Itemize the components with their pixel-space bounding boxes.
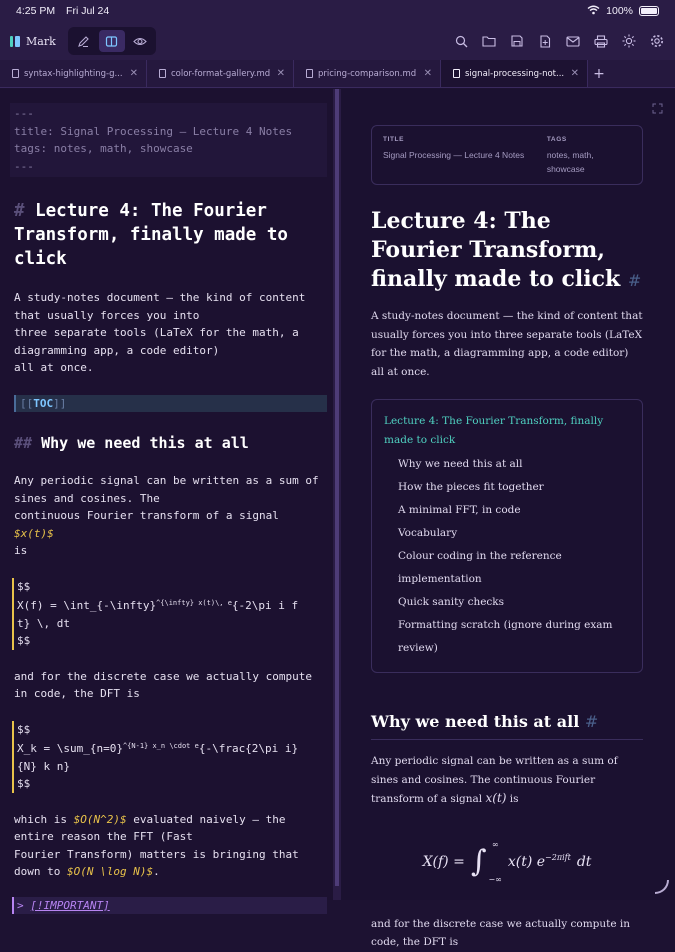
- close-icon[interactable]: ✕: [129, 68, 138, 79]
- text-line: [14, 863, 321, 881]
- save-icon[interactable]: [509, 33, 525, 49]
- text-line: Any periodic signal can be written as a sum of: [14, 474, 319, 487]
- editor-callout: [12, 897, 327, 915]
- heading-text: Why we need this at all: [41, 434, 249, 452]
- toolbar-actions: [453, 33, 665, 49]
- math-line: t} \, dt: [17, 616, 70, 630]
- math-superscript: ^{\infty} x(t)\, e: [156, 599, 232, 607]
- math-delimiter: $$: [17, 579, 31, 593]
- math-delimiter: $$: [17, 634, 31, 647]
- toc-bracket: [[: [20, 396, 34, 410]
- print-icon[interactable]: [593, 33, 609, 49]
- equation-differential: dt: [576, 853, 592, 870]
- math-delimiter: $$: [17, 777, 31, 790]
- math-delimiter: $$: [17, 722, 31, 736]
- equation-term: x(t) e: [507, 854, 546, 870]
- text-span: evaluated naively — the: [126, 812, 286, 826]
- export-icon[interactable]: [537, 33, 553, 49]
- split-mode-button[interactable]: [99, 30, 125, 52]
- heading-text: Why we need this at all: [371, 712, 580, 731]
- wifi-icon: [587, 5, 600, 18]
- editor-math-block: [12, 578, 321, 650]
- inline-math: x(t): [485, 791, 507, 805]
- editor-toc-marker: [14, 395, 327, 413]
- meta-label: TITLE: [383, 136, 405, 143]
- text-line: in code, the DFT is: [14, 687, 140, 700]
- toc-link[interactable]: Formatting scratch (ignore during exam review): [398, 619, 613, 654]
- settings-icon[interactable]: [649, 33, 665, 49]
- eye-icon: [133, 35, 147, 48]
- tab-bar: [0, 60, 675, 88]
- text-line: and for the discrete case we actually compute: [14, 669, 313, 683]
- split-view-icon: [105, 35, 118, 48]
- toc-link[interactable]: Why we need this at all: [398, 458, 523, 470]
- toc-label: TOC: [33, 396, 54, 410]
- status-time: 4:25 PM: [16, 5, 56, 17]
- heading-marker: #: [14, 201, 25, 221]
- heading-marker: ##: [14, 434, 33, 452]
- editor-paragraph: [14, 472, 321, 560]
- tab-color-format-gallery[interactable]: [147, 60, 294, 87]
- meta-value: notes, math, showcase: [546, 150, 594, 174]
- app-brand: [10, 35, 56, 48]
- editor-heading-2: [14, 432, 321, 454]
- text-span: continuous Fourier transform of a signal: [14, 509, 279, 522]
- display-equation: [371, 835, 643, 889]
- tab-label: pricing-comparison.md: [318, 68, 417, 79]
- tab-label: signal-processing-not...: [465, 68, 565, 79]
- close-icon[interactable]: ✕: [423, 68, 432, 79]
- plus-icon: +: [593, 65, 605, 82]
- editor-paragraph: [14, 289, 321, 377]
- callout-marker: >: [17, 898, 24, 912]
- expand-icon[interactable]: [652, 99, 663, 118]
- meta-tags: [547, 136, 632, 176]
- resize-handle-icon[interactable]: [655, 880, 669, 894]
- status-bar: [0, 0, 675, 22]
- front-matter-delimiter: ---: [14, 159, 34, 173]
- tab-syntax-highlighting[interactable]: [0, 60, 147, 87]
- mail-icon[interactable]: [565, 33, 581, 49]
- meta-label: TAGS: [546, 136, 567, 143]
- text-span: Any periodic signal can be written as a sum of sines and cosines. The continuous Fourier transform of a signal: [371, 755, 618, 805]
- preview-paragraph: and for the discrete case we actually compute in code, the DFT is: [371, 917, 631, 948]
- table-of-contents: [371, 399, 643, 673]
- math-text: {-2\pi i f: [231, 599, 299, 612]
- toc-link[interactable]: How the pieces fit together: [398, 481, 544, 493]
- math-text: X_k = \sum_{n=0}: [17, 742, 123, 755]
- tab-label: color-format-gallery.md: [171, 68, 271, 79]
- text-line: [14, 811, 321, 829]
- heading-anchor-link[interactable]: #: [584, 712, 599, 731]
- math-text: X(f) = \int_{-\infty}: [17, 599, 157, 612]
- text-span: down to: [14, 865, 67, 878]
- preview-heading-1: [371, 207, 643, 295]
- editor-math-block: [12, 721, 321, 793]
- text-line: that usually forces you into: [14, 308, 200, 322]
- inline-math: $O(N^2)$: [73, 812, 127, 826]
- text-span: which is: [14, 812, 74, 826]
- lower-limit: −∞: [488, 874, 502, 884]
- document-icon: [12, 69, 19, 78]
- front-matter: [10, 103, 327, 177]
- document-icon: [453, 69, 460, 78]
- toc-bracket: ]]: [53, 396, 67, 410]
- meta-title: [383, 136, 537, 176]
- text-span: .: [153, 865, 160, 878]
- equation-lhs: X(f) =: [422, 853, 465, 870]
- preview-paragraph: A study-notes document — the kind of content that usually forces you into three separate tools (LaTeX for the math, a diagramming app, a code editor) all at once.: [371, 310, 643, 378]
- editor-paragraph: [14, 811, 321, 881]
- new-tab-button[interactable]: [588, 60, 610, 87]
- editor-paragraph: [14, 668, 321, 703]
- pane-divider[interactable]: [333, 89, 341, 900]
- tab-signal-processing[interactable]: [441, 60, 588, 87]
- battery-percent: 100%: [606, 5, 633, 17]
- equation-exponent: −2πift: [545, 853, 571, 862]
- equation-body: [508, 853, 571, 870]
- close-icon[interactable]: ✕: [276, 68, 285, 79]
- math-superscript: ^{N-1} x_n \cdot e: [122, 742, 199, 750]
- text-line: three separate tools (LaTeX for the math, a: [14, 326, 299, 339]
- view-mode-switcher: [68, 27, 156, 55]
- toc-link[interactable]: Colour coding in the reference implementation: [398, 550, 562, 585]
- theme-icon[interactable]: [621, 33, 637, 49]
- heading-anchor-link[interactable]: #: [627, 271, 642, 290]
- status-date: Fri Jul 24: [66, 5, 110, 17]
- text-line: sines and cosines. The: [14, 491, 160, 505]
- editor-heading-1: [14, 199, 321, 271]
- tab-label: syntax-highlighting-g...: [24, 68, 123, 79]
- toolbar: [0, 22, 675, 60]
- tab-pricing-comparison[interactable]: [294, 60, 441, 87]
- text-line: Fourier Transform) matters is bringing that: [14, 847, 299, 861]
- toc-link[interactable]: Lecture 4: The Fourier Transform, finally made to click: [384, 415, 604, 446]
- document-icon: [306, 69, 313, 78]
- toc-link[interactable]: Quick sanity checks: [398, 596, 505, 608]
- text-span: is: [506, 793, 519, 805]
- preview-heading-2: [371, 711, 643, 740]
- toc-link[interactable]: A minimal FFT, in code: [398, 504, 521, 516]
- document-icon: [159, 69, 166, 78]
- search-icon[interactable]: [453, 33, 469, 49]
- markdown-preview: [341, 89, 675, 948]
- preview-paragraph: [371, 752, 643, 809]
- app-logo-icon: [10, 36, 20, 47]
- preview-mode-button[interactable]: [127, 30, 153, 52]
- text-line: diagramming app, a code editor): [14, 343, 220, 357]
- math-line: {N} k n}: [17, 759, 70, 773]
- math-line: [17, 595, 321, 615]
- text-line: A study-notes document — the kind of content: [14, 291, 306, 304]
- integral-limits: [488, 840, 501, 884]
- front-matter-tags: tags: notes, math, showcase: [14, 142, 193, 155]
- toc-link[interactable]: Vocabulary: [398, 527, 458, 539]
- upper-limit: ∞: [491, 839, 499, 849]
- callout-type: [!IMPORTANT]: [30, 898, 110, 912]
- front-matter-card: [371, 125, 643, 185]
- markdown-editor[interactable]: [0, 89, 333, 912]
- pencil-icon: [77, 35, 90, 48]
- front-matter-delimiter: ---: [14, 107, 34, 120]
- text-line: entire reason the FFT (Fast: [14, 830, 193, 843]
- math-line: [17, 738, 321, 758]
- close-icon[interactable]: ✕: [570, 68, 579, 79]
- inline-math: $O(N \log N)$: [66, 865, 154, 878]
- text-line: [14, 507, 321, 542]
- front-matter-title: title: Signal Processing — Lecture 4 Notes: [14, 124, 293, 138]
- meta-value: Signal Processing — Lecture 4 Notes: [383, 150, 525, 160]
- text-line: all at once.: [14, 361, 94, 374]
- heading-text: Lecture 4: The Fourier Transform, finally made to click: [371, 208, 621, 292]
- folder-icon[interactable]: [481, 33, 497, 49]
- app-name: Mark: [26, 34, 56, 48]
- inline-math: $x(t)$: [14, 526, 54, 540]
- heading-text: Lecture 4: The Fourier Transform, finally made to click: [14, 201, 288, 269]
- battery-icon: [639, 6, 659, 16]
- math-text: {-\frac{2\pi i}: [198, 742, 299, 755]
- text-line: is: [14, 544, 28, 557]
- integral-sign: ∫: [470, 844, 487, 879]
- edit-mode-button[interactable]: [71, 30, 97, 52]
